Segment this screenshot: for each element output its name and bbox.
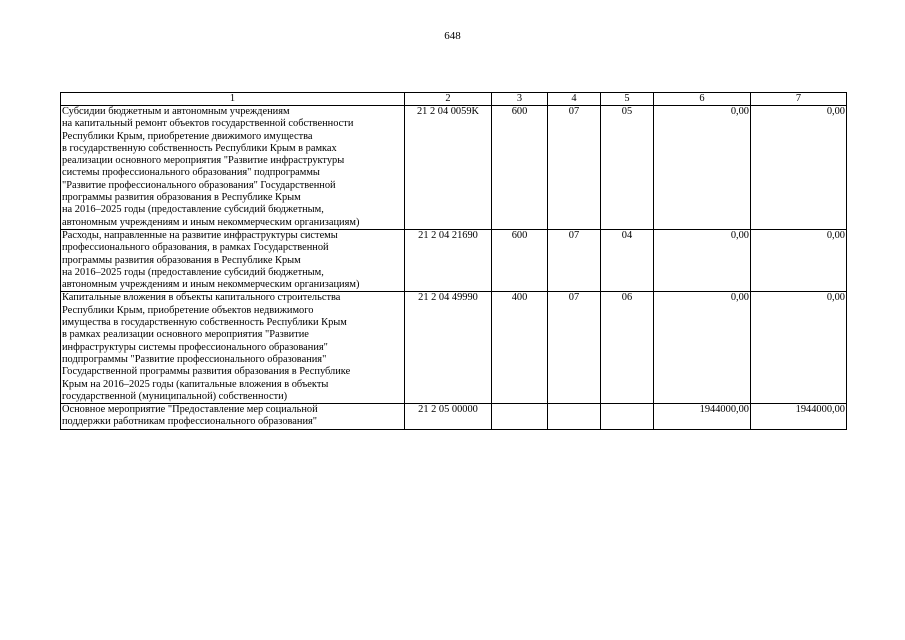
description-line: на капитальный ремонт объектов государственной собственности xyxy=(62,118,354,130)
description-line: подпрограммы "Развитие профессионального образования" xyxy=(62,353,327,365)
description-line: Государственной программы развития образования в Республике xyxy=(62,366,351,378)
row-code: 21 2 05 00000 xyxy=(405,404,492,430)
column-header: 6 xyxy=(654,93,751,106)
column-header: 4 xyxy=(548,93,601,106)
column-number-row xyxy=(61,93,847,106)
table-row xyxy=(61,106,847,230)
description-line: системы профессионального образования" подпрограммы xyxy=(62,167,320,179)
column-header: 3 xyxy=(492,93,548,106)
description-line: Капитальные вложения в объекты капитального строительства xyxy=(62,292,341,304)
row-col5: 05 xyxy=(601,106,654,230)
row-col5 xyxy=(601,404,654,430)
row-description xyxy=(61,229,405,291)
row-col4: 07 xyxy=(548,106,601,230)
row-amount-7: 0,00 xyxy=(751,292,847,404)
description-line: государственной (муниципальной) собственности) xyxy=(62,390,288,402)
description-line: поддержки работникам профессионального образования" xyxy=(62,416,318,428)
row-description xyxy=(61,292,405,404)
budget-table xyxy=(60,92,847,430)
description-line: Крым на 2016–2025 годы (капитальные вложения в объекты xyxy=(62,378,329,390)
row-code: 21 2 04 21690 xyxy=(405,229,492,291)
description-line: программы развития образования в Республике Крым xyxy=(62,192,301,204)
row-col3 xyxy=(492,404,548,430)
row-description xyxy=(61,404,405,430)
row-amount-6: 0,00 xyxy=(654,229,751,291)
row-col5: 04 xyxy=(601,229,654,291)
row-amount-6: 0,00 xyxy=(654,106,751,230)
description-line: в государственную собственность Республики Крым в рамках xyxy=(62,142,337,154)
column-header: 7 xyxy=(751,93,847,106)
table-row xyxy=(61,229,847,291)
row-amount-7: 1944000,00 xyxy=(751,404,847,430)
description-line: инфраструктуры системы профессионального образования" xyxy=(62,341,328,353)
row-description xyxy=(61,106,405,230)
table-row xyxy=(61,292,847,404)
page-number: 648 xyxy=(444,30,461,42)
description-line: Субсидии бюджетным и автономным учреждениям xyxy=(62,106,290,117)
description-line: профессионального образования, в рамках Государственной xyxy=(62,242,329,254)
description-line: реализации основного мероприятия "Развитие инфраструктуры xyxy=(62,155,345,167)
description-line: на 2016–2025 годы (предоставление субсидий бюджетным, xyxy=(62,204,324,216)
description-line: Республики Крым, приобретение движимого имущества xyxy=(62,130,313,142)
row-col5: 06 xyxy=(601,292,654,404)
row-code: 21 2 04 49990 xyxy=(405,292,492,404)
row-col4: 07 xyxy=(548,292,601,404)
description-line: "Развитие профессионального образования" Государственной xyxy=(62,179,336,191)
row-col4 xyxy=(548,404,601,430)
description-line: автономным учреждениям и иным некоммерческим организациям) xyxy=(62,279,360,291)
description-line: Основное мероприятие "Предоставление мер социальной xyxy=(62,404,318,416)
description-line: программы развития образования в Республике Крым xyxy=(62,254,301,266)
row-amount-6: 1944000,00 xyxy=(654,404,751,430)
row-col3: 400 xyxy=(492,292,548,404)
row-col3: 600 xyxy=(492,229,548,291)
row-code: 21 2 04 0059K xyxy=(405,106,492,230)
description-line: имущества в государственную собственность Республики Крым xyxy=(62,317,347,329)
description-line: Республики Крым, приобретение объектов недвижимого xyxy=(62,304,314,316)
description-line: Расходы, направленные на развитие инфраструктуры системы xyxy=(62,229,338,241)
table-row xyxy=(61,404,847,430)
row-amount-7: 0,00 xyxy=(751,229,847,291)
row-amount-6: 0,00 xyxy=(654,292,751,404)
row-amount-7: 0,00 xyxy=(751,106,847,230)
row-col4: 07 xyxy=(548,229,601,291)
row-col3: 600 xyxy=(492,106,548,230)
description-line: автономным учреждениям и иным некоммерческим организациям) xyxy=(62,216,360,228)
column-header: 5 xyxy=(601,93,654,106)
column-header: 2 xyxy=(405,93,492,106)
column-header: 1 xyxy=(61,93,405,106)
description-line: в рамках реализации основного мероприятия "Развитие xyxy=(62,329,309,341)
description-line: на 2016–2025 годы (предоставление субсидий бюджетным, xyxy=(62,266,324,278)
